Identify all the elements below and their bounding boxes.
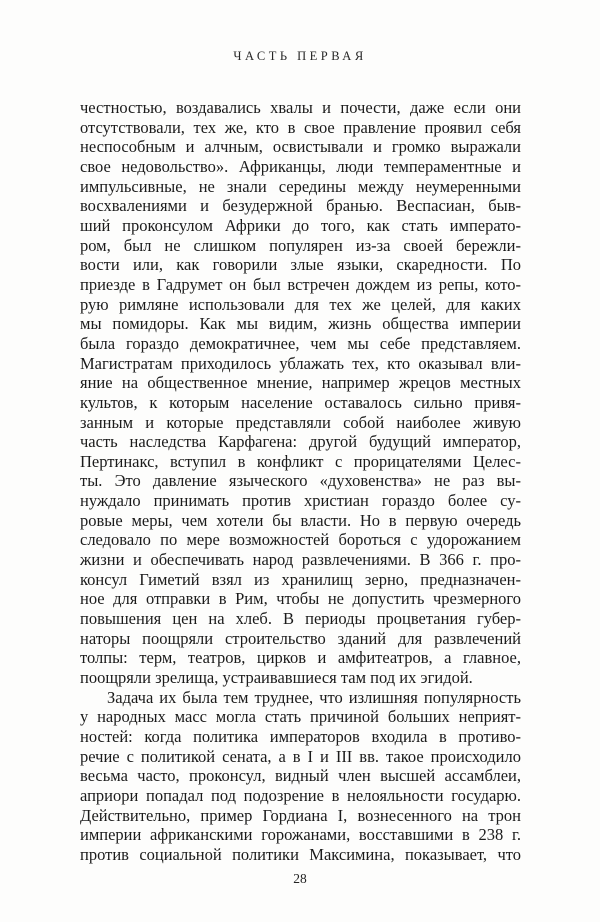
text-line: консул Гиметий взял из хранилищ зерно, предназначен- bbox=[80, 569, 521, 589]
text-line: неспособным и алчным, освистывали и громко выражали bbox=[80, 137, 521, 157]
text-line: Магистратам приходилось ублажать тех, кто оказывал вли- bbox=[80, 353, 521, 373]
text-line: априори попадал под подозрение в нелояльности государю. bbox=[80, 785, 521, 805]
text-line: Задача их была тем труднее, что излишняя популярность bbox=[107, 687, 521, 707]
text-line: толпы: терм, театров, цирков и амфитеатров, а главное, bbox=[80, 648, 521, 668]
text-line: повышения цен на хлеб. В периоды процветания губер- bbox=[80, 609, 521, 629]
text-line: Пертинакс, вступил в конфликт с прорицателями Целес- bbox=[80, 451, 521, 471]
text-line: ностей: когда политика императоров входила в противо- bbox=[80, 727, 521, 746]
text-line: отсутствовали, тех же, кто в свое правление проявил себя bbox=[80, 117, 521, 137]
running-header: ЧАСТЬ ПЕРВАЯ bbox=[233, 49, 367, 63]
text-line: речие с политикой сената, а в I и III вв. такое происходило bbox=[80, 746, 521, 766]
text-line: честностью, воздавались хвалы и почести, даже если они bbox=[80, 98, 521, 117]
text-line: вости или, как говорили злые языки, скаредности. По bbox=[80, 255, 521, 275]
text-block bbox=[80, 98, 521, 865]
text-line: против социальной политики Максимина, показывает, что bbox=[80, 844, 521, 864]
text-line: занным и которые представляли собой наиболее живую bbox=[80, 412, 521, 432]
text-line: яние на общественное мнение, например жрецов местных bbox=[80, 373, 521, 393]
text-line: свое недовольство». Африканцы, люди темпераментные и bbox=[80, 156, 521, 176]
text-line: рую римляне использовали для тех же целей, для каких bbox=[80, 294, 521, 314]
text-line: жизни и обеспечивать народ развлечениями. В 366 г. про- bbox=[80, 550, 521, 570]
text-line: нуждало принимать против христиан гораздо более су- bbox=[80, 491, 521, 511]
text-line: следовало по мере возможностей бороться с удорожанием bbox=[80, 530, 521, 550]
text-line: мы помидоры. Как мы видим, жизнь общества империи bbox=[80, 314, 521, 334]
text-line: ное для отправки в Рим, чтобы не допустить чрезмерного bbox=[80, 589, 521, 609]
text-line: была гораздо демократичнее, чем мы себе представляем. bbox=[80, 333, 521, 353]
text-line: ший проконсулом Африки до того, как стать императо- bbox=[80, 215, 521, 235]
text-line: поощряли зрелища, устраивавшиеся там под их эгидой. bbox=[80, 668, 473, 688]
text-line: восхвалениями и безудержной бранью. Веспасиан, быв- bbox=[80, 196, 521, 216]
text-line: наторы поощряли строительство зданий для развлечений bbox=[80, 628, 521, 648]
text-line: империи африканскими горожанами, восставшими в 238 г. bbox=[80, 825, 521, 845]
text-line: часть наследства Карфагена: другой будущий император, bbox=[80, 432, 521, 452]
text-line: культов, к которым население оставалось сильно привя- bbox=[80, 392, 521, 412]
text-line: ты. Это давление языческого «духовенства» не раз вы- bbox=[80, 471, 521, 491]
text-line: Действительно, пример Гордиана I, вознесенного на трон bbox=[80, 805, 521, 825]
text-line: весьма часто, проконсул, видный член высшей ассамблеи, bbox=[80, 766, 521, 786]
text-line: приезде в Гадрумет он был встречен дождем из репы, кото- bbox=[80, 274, 521, 294]
text-line: ровые меры, чем хотели бы власти. Но в первую очередь bbox=[80, 510, 521, 530]
page-number: 28 bbox=[293, 871, 307, 886]
text-line: ром, был не слишком популярен из-за своей бережли- bbox=[80, 235, 521, 255]
text-line: у народных масс могла стать причиной больших неприят- bbox=[80, 707, 521, 727]
text-line: импульсивные, не знали середины между неумеренными bbox=[80, 176, 521, 196]
